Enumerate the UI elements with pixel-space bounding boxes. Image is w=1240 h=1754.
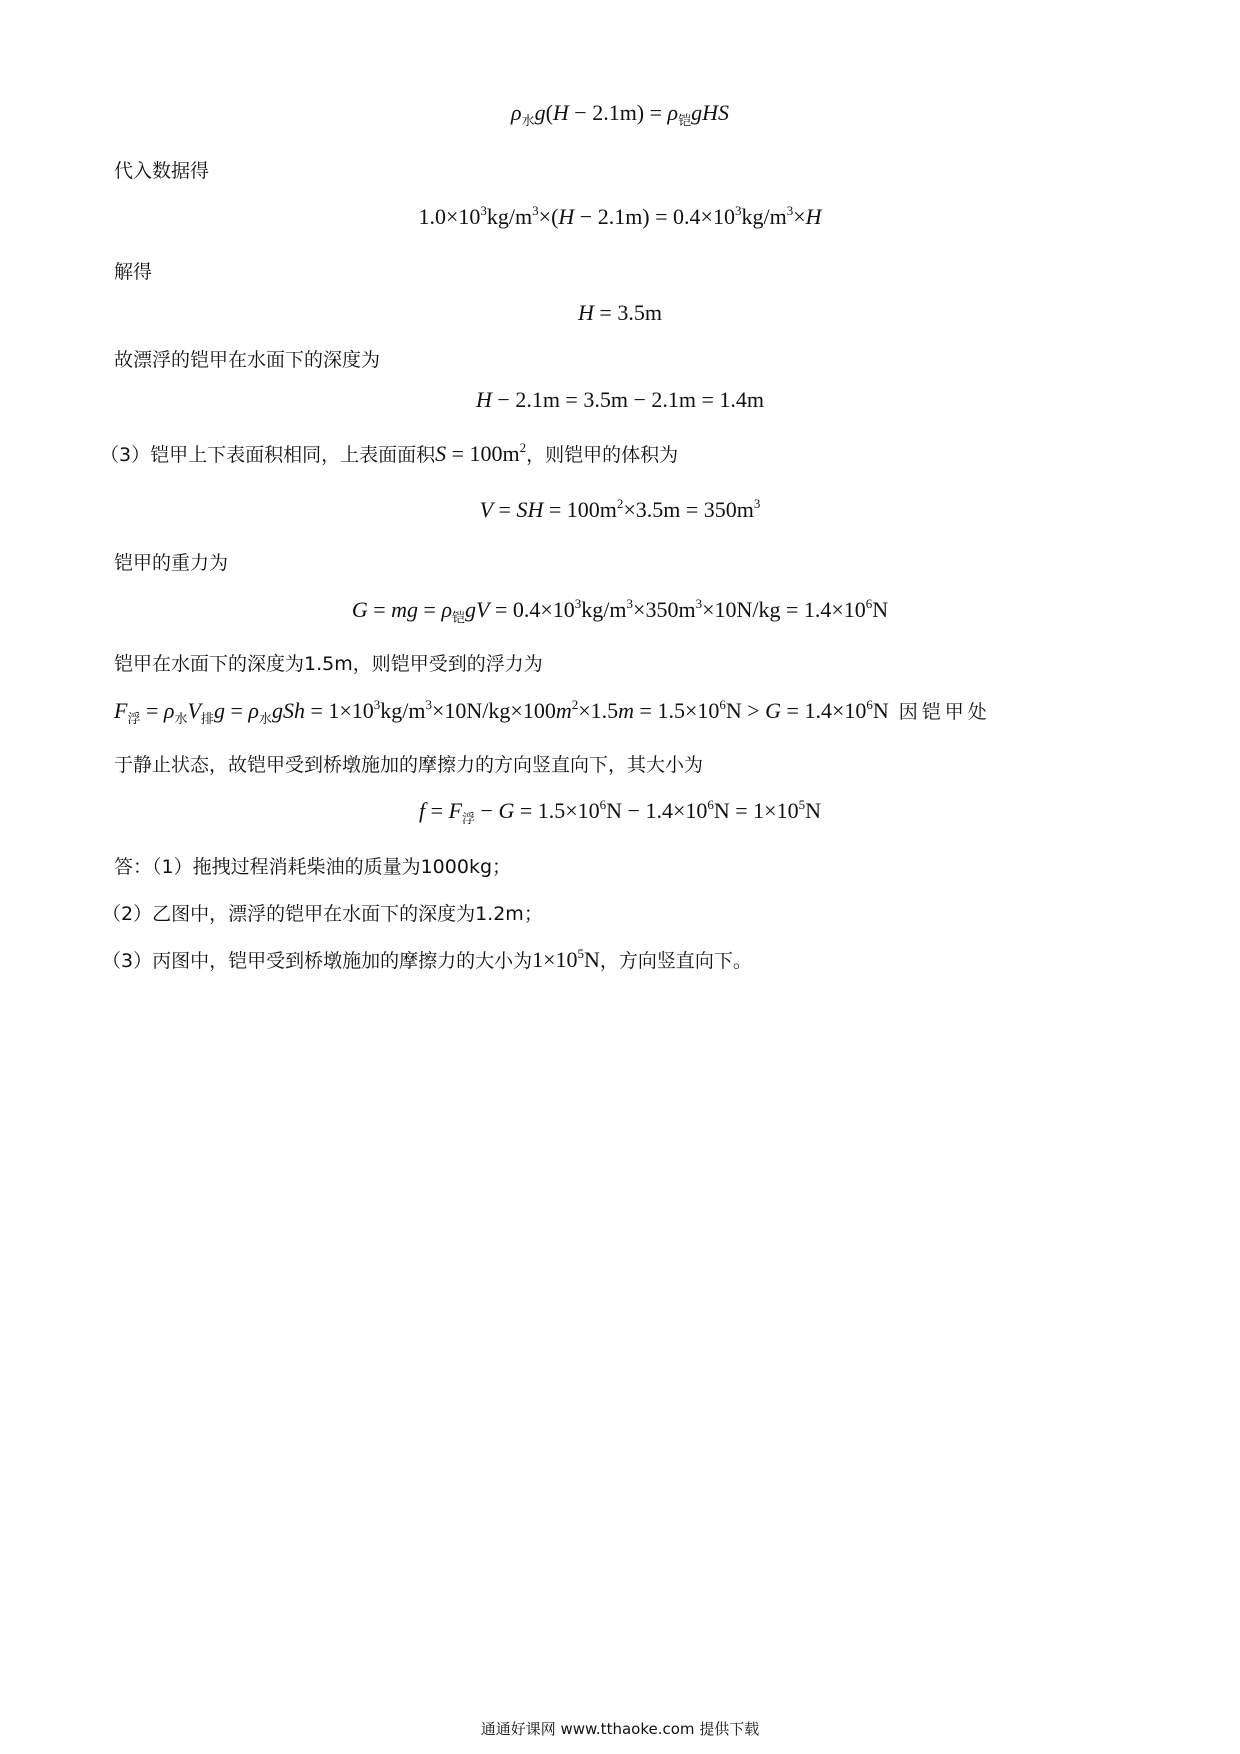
text-gravity-intro: 铠甲的重力为	[114, 552, 229, 574]
inline-formula-area: $S = 100m^2$	[435, 440, 527, 466]
text-solve: 解得	[114, 261, 153, 283]
formula-height: H = 3.5m	[578, 300, 662, 325]
text-buoyancy-intro: 铠甲在水面下的深度为1.5m，则铠甲受到的浮力为	[114, 653, 543, 675]
formula-buoyancy-line	[114, 697, 991, 727]
text-area-volume-a: （3）铠甲上下表面积相同，上表面面积	[100, 444, 436, 466]
text-substitute: 代入数据得	[114, 160, 210, 182]
text-static-a: 因铠甲处	[898, 701, 991, 723]
formula-friction: $f = F_浮 - G = 1.5\times 10^6N - 1.4\times 10^6N = 1\times 10^5N$	[419, 797, 821, 827]
answer-3	[102, 946, 752, 973]
answer-2: （2）乙图中，漂浮的铠甲在水面下的深度为1.2m；	[102, 903, 543, 925]
formula-equilibrium: $\rho_水g(H - 2.1m) = \rho_铠gHS$	[510, 100, 730, 129]
text-static-b: 于静止状态，故铠甲受到桥墩施加的摩擦力的方向竖直向下，其大小为	[114, 754, 704, 776]
text-area-volume-b: ，则铠甲的体积为	[526, 444, 679, 466]
formula-volume: V = SH = $100m^2\times 3.5m = 350m^3$	[479, 496, 761, 522]
text-depth-intro: 故漂浮的铠甲在水面下的深度为	[114, 349, 381, 371]
footer-source: 通通好课网 www.tthaoke.com 提供下载	[480, 1720, 760, 1738]
text-area-volume	[100, 440, 678, 467]
answer-3-a: （3）丙图中，铠甲受到桥墩施加的摩擦力的大小为	[102, 950, 533, 972]
answer-3-formula: $1\times 10^5N$	[532, 946, 600, 972]
formula-gravity: G = mg = $\rho_铠gV = 0.4\times 10^3kg/m^3\times 350m^3\times 10N/kg = 1.4\times 10^6N$	[351, 596, 889, 626]
formula-depth: H − 2.1m = 3.5m − 2.1m = 1.4m	[476, 387, 764, 412]
answer-1: 答：（1）拖拽过程消耗柴油的质量为1000kg；	[114, 856, 512, 878]
answer-3-b: ，方向竖直向下。	[599, 950, 752, 972]
formula-buoyancy: $F_浮 = \rho_水V_排g = \rho_水gSh = 1\times 10^3kg/m^3\times 10N/kg\times 100m^2\times 1.5m = 1.5\times 10^6N > G = 1.4\times 10^6N$	[114, 697, 889, 727]
formula-substituted: $1.0\times 10^3kg/m^3\times(H - 2.1m) = 0.4\times 10^3kg/m^3\times H$	[418, 203, 822, 229]
